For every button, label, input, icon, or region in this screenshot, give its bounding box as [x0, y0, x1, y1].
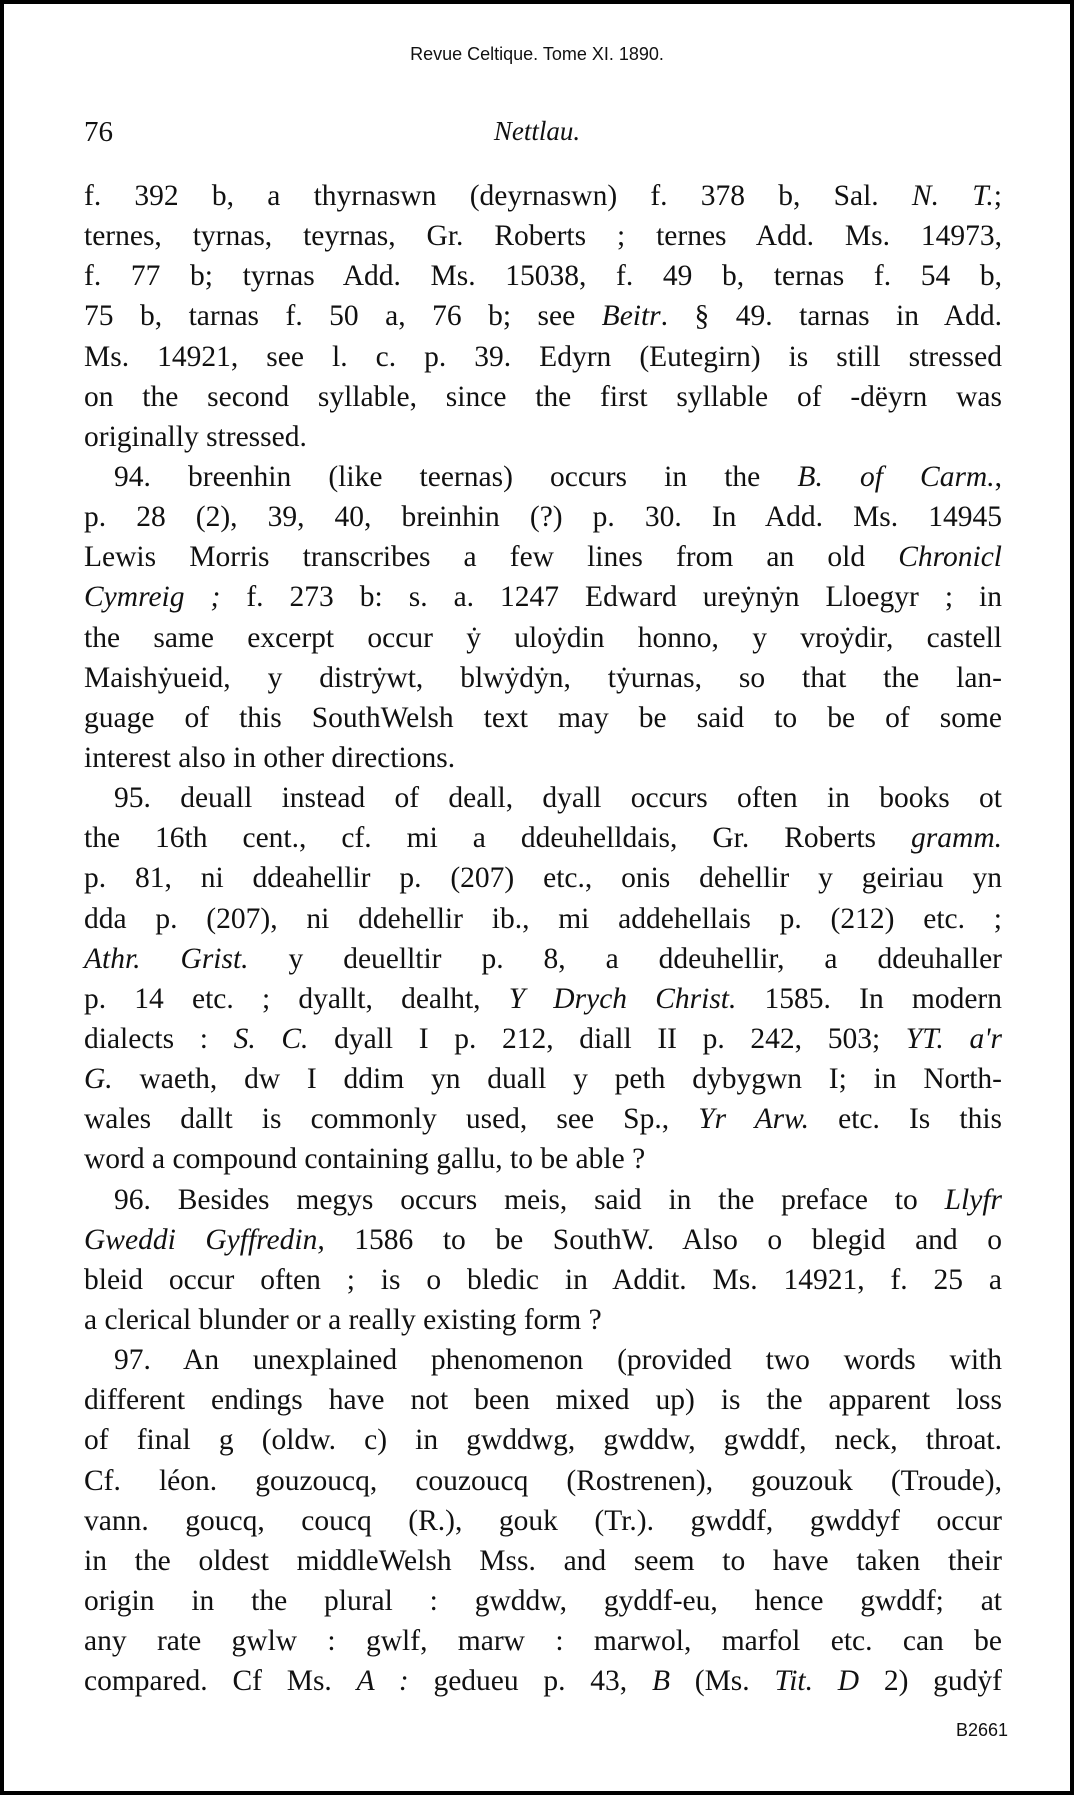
- text-line: [84, 417, 1002, 457]
- text-line: [84, 216, 1002, 256]
- text-line: [84, 698, 1002, 738]
- text-segment: p. 14 etc. ; dyallt, dealht,: [84, 982, 509, 1015]
- text-line: [84, 1661, 1002, 1701]
- footer-code: B2661: [955, 1720, 1008, 1740]
- italic-text: Yr Arw.: [698, 1103, 810, 1136]
- text-segment: origin in the plural : gwddw, gyddf-eu, hence gwddf; at: [84, 1584, 1002, 1617]
- text-segment: interest also in other directions.: [84, 741, 456, 774]
- text-line: [84, 818, 1002, 858]
- text-segment: (Ms.: [669, 1665, 775, 1698]
- text-line: [84, 256, 1002, 296]
- text-segment: dda p. (207), ni ddehellir ib., mi addehellais p. (212) etc. ;: [84, 902, 1002, 935]
- text-segment: dyall I p. 212, diall II p. 242, 503;: [308, 1022, 906, 1055]
- text-line: [84, 1420, 1002, 1460]
- text-line: [84, 1380, 1002, 1420]
- text-segment: the same excerpt occur ẏ uloẏdin honno, y vroẏdir, castell: [84, 621, 1002, 654]
- italic-text: B. of Carm.: [797, 460, 995, 493]
- text-line: [84, 377, 1002, 417]
- text-line: [84, 899, 1002, 939]
- text-segment: originally stressed.: [84, 420, 307, 453]
- text-segment: 2) gudẏf: [859, 1665, 1003, 1698]
- text-segment: word a compound containing gallu, to be able ?: [84, 1143, 646, 1176]
- italic-text: Llyfr: [944, 1183, 1002, 1216]
- text-line: [84, 1139, 1002, 1179]
- text-line: [84, 537, 1002, 577]
- text-line: [84, 1541, 1002, 1581]
- text-line: [84, 1059, 1002, 1099]
- text-segment: . § 49. tarnas in Add.: [660, 300, 1003, 333]
- italic-text: N. T.: [911, 180, 994, 212]
- body-text: [84, 176, 1002, 1701]
- italic-text: Cymreig ;: [84, 581, 221, 614]
- italic-text: gramm.: [911, 822, 1002, 855]
- text-segment: waeth, dw I ddim yn duall y peth dybygwn I; in North-: [112, 1063, 1002, 1096]
- italic-text: G.: [84, 1063, 113, 1096]
- text-segment: dialects :: [84, 1022, 234, 1055]
- page-number: 76: [84, 116, 113, 148]
- text-segment: 96. Besides megys occurs meis, said in the preface to: [114, 1183, 945, 1216]
- text-segment: ,: [994, 460, 1002, 493]
- italic-text: YT. a'r: [905, 1022, 1002, 1055]
- text-segment: ternes, tyrnas, teyrnas, Gr. Roberts ; ternes Add. Ms. 14973,: [84, 220, 1002, 253]
- text-segment: Ms. 14921, see l. c. p. 39. Edyrn (Eutegirn) is still stressed: [84, 340, 1002, 373]
- text-segment: f. 273 b: s. a. 1247 Edward ureẏnẏn Lloegyr ; in: [220, 581, 1002, 614]
- italic-text: Tit. D: [774, 1665, 860, 1698]
- running-header: Revue Celtique. Tome XI. 1890.: [410, 44, 664, 64]
- text-line: [84, 337, 1002, 377]
- text-line: [84, 778, 1002, 818]
- text-segment: any rate gwlw : gwlf, marw : marwol, marfol etc. can be: [84, 1625, 1002, 1658]
- text-line: [84, 1019, 1002, 1059]
- text-line: [84, 497, 1002, 537]
- text-segment: 97. An unexplained phenomenon (provided two words with: [114, 1344, 1002, 1377]
- text-segment: 1585. In modern: [736, 982, 1002, 1015]
- italic-text: Athr. Grist.: [84, 942, 249, 975]
- text-line: [84, 1180, 1002, 1220]
- text-line: [84, 1501, 1002, 1541]
- text-segment: on the second syllable, since the first syllable of -dëyrn was: [84, 380, 1002, 413]
- italic-text: S. C.: [233, 1022, 309, 1055]
- text-segment: gedueu p. 43,: [408, 1665, 652, 1698]
- text-segment: etc. Is this: [809, 1103, 1003, 1136]
- text-segment: compared. Cf Ms.: [84, 1665, 357, 1698]
- italic-text: Chronicl: [898, 541, 1002, 574]
- page-author-heading: Nettlau.: [493, 116, 581, 146]
- text-segment: 1586 to be SouthW. Also o blegid and o: [324, 1223, 1003, 1256]
- text-line: [84, 1300, 1002, 1340]
- text-line: [84, 1461, 1002, 1501]
- text-segment: y deuelltir p. 8, a ddeuhellir, a ddeuhaller: [248, 942, 1002, 975]
- text-line: [84, 296, 1002, 336]
- text-segment: guage of this SouthWelsh text may be said to be of some: [84, 701, 1002, 734]
- text-segment: bleid occur often ; is o bledic in Addit. Ms. 14921, f. 25 a: [84, 1263, 1002, 1296]
- text-segment: Cf. léon. gouzoucq, couzoucq (Rostrenen), gouzouk (Troude),: [84, 1464, 1002, 1497]
- text-line: [84, 457, 1002, 497]
- text-line: [84, 658, 1002, 698]
- text-segment: a clerical blunder or a really existing form ?: [84, 1303, 602, 1336]
- text-line: [84, 858, 1002, 898]
- text-line: [84, 1099, 1002, 1139]
- italic-text: A :: [356, 1665, 409, 1698]
- text-segment: p. 81, ni ddeahellir p. (207) etc., onis dehellir y geiriau yn: [84, 862, 1002, 895]
- text-segment: Maishẏueid, y distrẏwt, blwẏdẏn, tẏurnas, so that the lan-: [84, 661, 1002, 694]
- text-line: [84, 1581, 1002, 1621]
- text-segment: Lewis Morris transcribes a few lines from an old: [84, 541, 899, 574]
- text-segment: wales dallt is commonly used, see Sp.,: [84, 1103, 699, 1136]
- text-segment: 95. deuall instead of deall, dyall occurs often in books ot: [114, 782, 1002, 815]
- text-segment: vann. goucq, coucq (R.), gouk (Tr.). gwddf, gwddyf occur: [84, 1504, 1002, 1537]
- italic-text: B: [651, 1665, 670, 1698]
- text-segment: f. 392 b, a thyrnaswn (deyrnaswn) f. 378 b, Sal.: [84, 180, 912, 212]
- text-line: [84, 939, 1002, 979]
- text-line: [84, 1260, 1002, 1300]
- italic-text: Y Drych Christ.: [508, 982, 737, 1015]
- text-line: [84, 1340, 1002, 1380]
- italic-text: Gweddi Gyffredin,: [84, 1223, 325, 1256]
- text-segment: the 16th cent., cf. mi a ddeuhelldais, Gr. Roberts: [84, 822, 912, 855]
- text-line: [84, 618, 1002, 658]
- text-segment: p. 28 (2), 39, 40, breinhin (?) p. 30. In Add. Ms. 14945: [84, 501, 1002, 534]
- text-segment: 94. breenhin (like teernas) occurs in the: [114, 460, 798, 493]
- text-line: [84, 1621, 1002, 1661]
- text-line: [84, 738, 1002, 778]
- text-line: [84, 176, 1002, 216]
- text-segment: f. 77 b; tyrnas Add. Ms. 15038, f. 49 b, ternas f. 54 b,: [84, 260, 1002, 293]
- text-segment: of final g (oldw. c) in gwddwg, gwddw, gwddf, neck, throat.: [84, 1424, 1002, 1457]
- italic-text: Beitr: [601, 300, 661, 333]
- text-line: [84, 1220, 1002, 1260]
- text-segment: different endings have not been mixed up) is the apparent loss: [84, 1384, 1002, 1417]
- text-segment: in the oldest middleWelsh Mss. and seem to have taken their: [84, 1544, 1002, 1577]
- text-line: [84, 979, 1002, 1019]
- text-segment: 75 b, tarnas f. 50 a, 76 b; see: [84, 300, 602, 333]
- text-line: [84, 577, 1002, 617]
- text-segment: ;: [993, 180, 1002, 212]
